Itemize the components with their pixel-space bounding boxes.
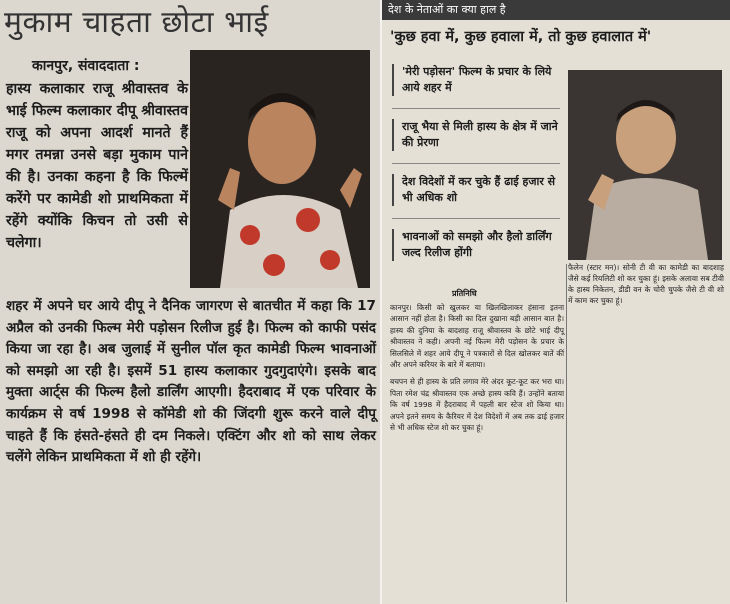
person-photo <box>568 70 722 260</box>
article-body <box>390 302 564 439</box>
highlight-item: देश विदेशों में कर चुके हैं ढाई हजार से भी अधिक शो <box>392 174 560 206</box>
body-paragraph: कानपुर। किसी को खुलकर या खिलखिलाकर हंसाना इतना आसान नहीं होता है। किसी का दिल दुखाना बड़ी आसान बात है। हास्य की दुनिया के बादशाह राजू श्रीवास्तव के छोटे भाई दीपू श्रीवास्तव ने कही। अपनी नई फिल्म मेरी पड़ोसन के प्रचार के सिलसिले में शहर आये दीपू ने पत्रकारों से दिल खोलकर बातें कीं और अपने करियर के बारे में बताया। <box>390 303 564 370</box>
divider <box>392 163 560 164</box>
article-headline: 'कुछ हवा में, कुछ हवाला में, तो कुछ हवालात में' <box>390 29 652 45</box>
byline: प्रतिनिधि <box>452 289 477 298</box>
highlight-item: 'मेरी पड़ोसन' फिल्म के प्रचार के लिये आये शहर में <box>392 64 560 96</box>
article-body: शहर में अपने घर आये दीपू ने दैनिक जागरण से बातचीत में कहा कि 17 अप्रैल को उनकी फिल्म मेरी पड़ोसन रिलीज हुई है। फिल्म को काफी पसंद किया जा रहा है। अब जुलाई में सुनील पॉल कृत कामेडी फिल्म भावनाओं को समझो आ रही है। इसमें 51 हास्य कलाकार गुदगुदाएंगे। इसके बाद मुक्ता आर्ट्स की फिल्म हैलो डार्लिंग आएगी। हैदराबाद में एक परिवार के कार्यक्रम से वर्ष 1998 से कॉमेडी शो की जिंदगी शुरू करने वाले दीपू चाहते हैं कि हंसते-हंसते ही दम निकले। एक्टिंग और शो को साथ लेकर चलेंगे लेकिन प्राथमिकता में शो ही रहेंगे। <box>6 298 376 466</box>
divider <box>392 218 560 219</box>
person-photo <box>190 50 370 288</box>
article-intro: हास्य कलाकार राजू श्रीवास्तव के भाई फिल्म कलाकार दीपू श्रीवास्तव राजू को अपना आदर्श मानते हैं मगर तमन्ना उनसे बड़ा मुकाम पाने की है। उनका कहना है कि फिल्में करेंगे पर कामेडी शो प्राथमिकता में रहेंगे क्योंकि किचन तो उसी से चलेगा। <box>6 81 188 251</box>
right-article <box>382 0 730 604</box>
highlights-list <box>392 64 560 273</box>
column-rule <box>566 264 567 602</box>
highlight-item: भावनाओं को समझो और हैलो डार्लिंग जल्द रिलीज होंगी <box>392 229 560 261</box>
article-headline: मुकाम चाहता छोटा भाई <box>4 5 269 40</box>
photo-caption: फैलेन (स्टार मन)। सोनी टी वी का कामेडी का बादशाह जैसे कई रियलिटी शो कर चुका हूं। इसके अलावा सब टीवी के हास्य निकेतन, डीडी वन के चोरी चुपके जैसे टी वी शो में काम कर चुका हूं। <box>568 263 724 305</box>
person-photo-illustration <box>568 70 722 260</box>
section-bar: देश के नेताओं का क्या हाल है <box>382 0 730 20</box>
divider <box>392 108 560 109</box>
article-dateline: कानपुर, संवाददाता : <box>32 58 140 74</box>
highlight-item: राजू भैया से मिली हास्य के क्षेत्र में जाने की प्रेरणा <box>392 119 560 151</box>
body-paragraph: बचपन से ही हास्य के प्रति लगाव मेरे अंदर कूट-कूट कर भरा था। पिता रमेश चंद्र श्रीवास्तव एक अच्छे हास्य कवि हैं। उन्होंने बताया कि वर्ष 1998 में हैदराबाद में पहली बार स्टेज शो किया था। अपने इतने समय के कैरियर में देश विदेशों में अब तक ढाई हजार से भी अधिक स्टेज शो कर चुका हूं। <box>390 377 564 433</box>
person-photo-illustration <box>190 50 370 288</box>
